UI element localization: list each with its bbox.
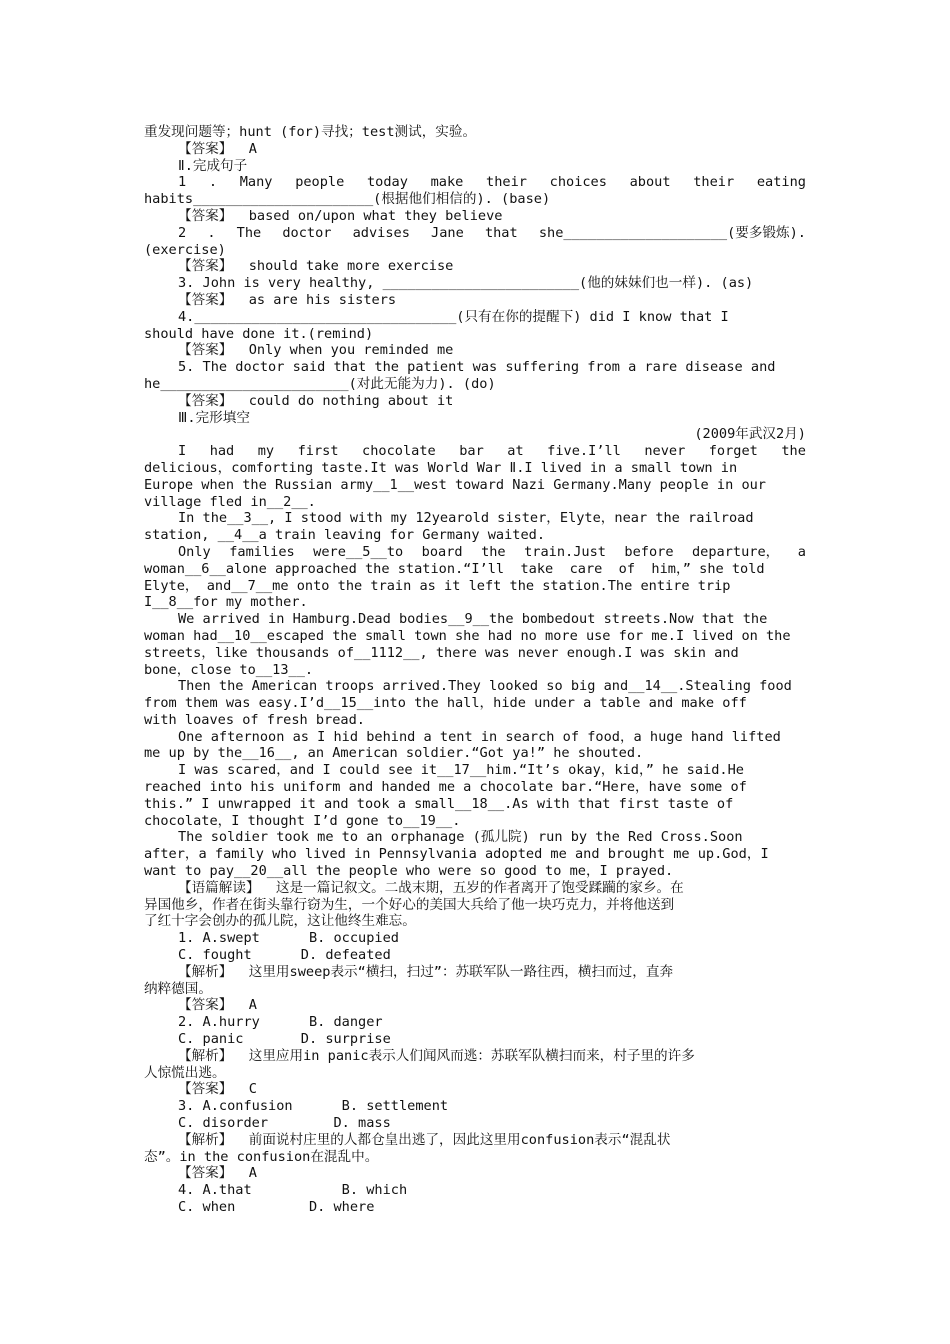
text-line: 4. A.that B. which xyxy=(178,1182,408,1199)
text-line xyxy=(144,225,806,242)
text-word: families xyxy=(229,543,295,560)
text-word: Jane xyxy=(431,224,464,241)
text-line: 2. A.hurry B. danger xyxy=(178,1014,383,1031)
text-word: their xyxy=(486,174,527,191)
text-word: the xyxy=(781,443,806,460)
text-word: 2 xyxy=(178,224,187,241)
text-line: C. when D. where xyxy=(178,1199,375,1215)
text-word: 1 xyxy=(178,174,187,191)
text-line: 重发现问题等；hunt (for)寻找；test测试，实验。 xyxy=(144,124,477,140)
text-line: 【解析】 前面说村庄里的人都仓皇出逃了，因此这里用confusion表示“混乱状 xyxy=(178,1131,671,1148)
text-word: board xyxy=(421,543,463,560)
text-line: 5. The doctor said that the patient was suffering from a rare disease and xyxy=(178,359,776,376)
text-word: bar xyxy=(459,443,484,460)
text-line: 纳粹德国。 xyxy=(144,980,212,997)
text-line: 异国他乡，作者在街头靠行窃为生，一个好心的美国大兵给了他一块巧克力，并将他送到 xyxy=(144,896,675,913)
text-line: streets，like thousands of__1112__, there was never enough.I was skin and xyxy=(144,644,739,661)
text-line: C. disorder D. mass xyxy=(178,1115,391,1132)
text-line: 1. A.swept B. occupied xyxy=(178,930,399,947)
text-line: C. panic D. surprise xyxy=(178,1031,391,1048)
text-word: about xyxy=(629,174,671,191)
text-line: Elyte， and__7__me onto the train as it left the station.The entire trip xyxy=(144,577,731,594)
text-line: 人惊慌出逃。 xyxy=(144,1064,226,1081)
text-line: I__8__for my mother. xyxy=(144,594,308,611)
text-line: village fled in__2__. xyxy=(144,493,316,510)
text-word: departure， xyxy=(691,543,780,560)
text-line: Ⅱ.完成句子 xyxy=(178,157,248,174)
text-line: should have done it.(remind) xyxy=(144,325,374,342)
text-line: The soldier took me to an orphanage (孤儿院) run by the Red Cross.Soon xyxy=(178,829,743,846)
text-line: I was scared，and I could see it__17__him.“It’s okay，kid，” he said.He xyxy=(178,762,744,779)
text-word: today xyxy=(366,174,408,191)
text-line: We arrived in Hamburg.Dead bodies__9__the bombedout streets.Now that the xyxy=(178,611,768,628)
text-word: eating xyxy=(756,174,806,191)
text-line: want to pay__20__all the people who were so good to me，I prayed. xyxy=(144,863,674,880)
text-word: a xyxy=(797,543,806,560)
text-line: 【答案】 as are his sisters xyxy=(178,291,397,308)
document-body xyxy=(144,124,806,1216)
text-word: Many xyxy=(239,174,273,191)
text-line: 态”。in the confusion在混乱中。 xyxy=(144,1148,379,1165)
text-line: 【答案】 A xyxy=(178,997,257,1014)
text-line: In the__3__, I stood with my 12yearold sister，Elyte，near the railroad xyxy=(178,510,754,527)
text-word: forget xyxy=(708,443,758,460)
text-line: Europe when the Russian army__1__west toward Nazi Germany.Many people in our xyxy=(144,476,766,493)
text-line: 【答案】 C xyxy=(178,1081,257,1098)
text-line: reached into his uniform and handed me a chocolate bar.“Here，have some of xyxy=(144,779,747,796)
text-word: make xyxy=(430,174,464,191)
text-word: people xyxy=(295,174,345,191)
text-line: 4.________________________________(只有在你的提醒下) did I know that I xyxy=(178,308,729,325)
text-line: 【答案】 A xyxy=(178,140,257,157)
text-word: first xyxy=(297,443,339,460)
text-line: 【答案】 A xyxy=(178,1165,257,1182)
text-word: she____________________(要多锻炼). xyxy=(538,224,806,241)
text-word: Only xyxy=(178,543,211,560)
text-word: . xyxy=(208,174,218,191)
text-line xyxy=(144,544,806,561)
text-word: . xyxy=(207,224,216,241)
text-word: train.Just xyxy=(524,543,606,560)
text-word: the xyxy=(481,543,506,560)
text-word: that xyxy=(484,224,518,241)
text-line: with loaves of fresh bread. xyxy=(144,711,365,728)
text-line: One afternoon as I hid behind a tent in search of food，a huge hand lifted xyxy=(178,728,781,745)
text-line: chocolate，I thought I’d gone to__19__. xyxy=(144,812,461,829)
text-line: 【解析】 这里应用in panic表示人们闻风而逃：苏联军队横扫而来，村子里的许多 xyxy=(178,1047,695,1064)
text-line: (exercise) xyxy=(144,241,226,258)
text-word: The xyxy=(236,224,262,241)
text-word: at xyxy=(507,443,524,460)
text-line: from them was easy.I’d__15__into the hall，hide under a table and make off xyxy=(144,695,747,712)
text-line: (2009年武汉2月) xyxy=(694,426,806,443)
text-line: woman had__10__escaped the small town she had no more use for me.I lived on the xyxy=(144,627,791,644)
text-line: C. fought D. defeated xyxy=(178,947,391,964)
text-line: woman__6__alone approached the station.“I’ll take care of him，” she told xyxy=(144,560,765,577)
text-line: delicious，comforting taste.It was World War Ⅱ.I lived in a small town in xyxy=(144,459,738,476)
text-line: 【解析】 这里用sweep表示“横扫，扫过”：苏联军队一路往西，横扫而过，直奔 xyxy=(178,963,674,980)
text-word: chocolate xyxy=(362,443,436,460)
text-line: 【答案】 based on/upon what they believe xyxy=(178,207,503,224)
text-word: their xyxy=(693,174,735,191)
text-line: Then the American troops arrived.They looked so big and__14__.Stealing food xyxy=(178,678,792,695)
text-word: were__5__to xyxy=(313,543,404,560)
text-line: habits______________________(根据他们相信的). (base) xyxy=(144,191,551,208)
text-word: had xyxy=(209,443,235,460)
text-word: advises xyxy=(352,224,410,241)
text-word: never xyxy=(644,443,686,460)
text-line: 3. John is very healthy, ________________________(他的妹妹们也一样). (as) xyxy=(178,275,754,292)
text-line: 【语篇解读】 这是一篇记叙文。二战末期，五岁的作者离开了饱受蹂躏的家乡。在 xyxy=(178,879,684,896)
text-line: bone，close to__13__. xyxy=(144,661,314,678)
text-word: before xyxy=(624,543,674,560)
text-line: me up by the__16__, an American soldier.“Got ya!” he shouted. xyxy=(144,745,644,762)
text-word: my xyxy=(257,443,275,460)
text-line: he_______________________(对此无能为力). (do) xyxy=(144,375,496,392)
text-line xyxy=(144,443,806,460)
text-line: 3. A.confusion B. settlement xyxy=(178,1098,449,1115)
text-word: choices xyxy=(549,174,607,191)
text-word: five.I’ll xyxy=(547,443,621,460)
text-line: 【答案】 could do nothing about it xyxy=(178,392,454,409)
text-line xyxy=(144,174,806,191)
text-line: 【答案】 Only when you reminded me xyxy=(178,342,454,359)
text-line: 了红十字会创办的孤儿院，这让他终生难忘。 xyxy=(144,913,416,930)
text-line: station, __4__a train leaving for Germany waited. xyxy=(144,527,546,544)
text-word: I xyxy=(178,443,187,460)
text-line: Ⅲ.完形填空 xyxy=(178,409,250,426)
text-line: this.” I unwrapped it and took a small__18__.As with that first taste of xyxy=(144,795,734,812)
text-line: after，a family who lived in Pennsylvania adopted me and brought me up.God，I xyxy=(144,846,769,863)
text-line: 【答案】 should take more exercise xyxy=(178,258,454,275)
text-word: doctor xyxy=(282,224,332,241)
